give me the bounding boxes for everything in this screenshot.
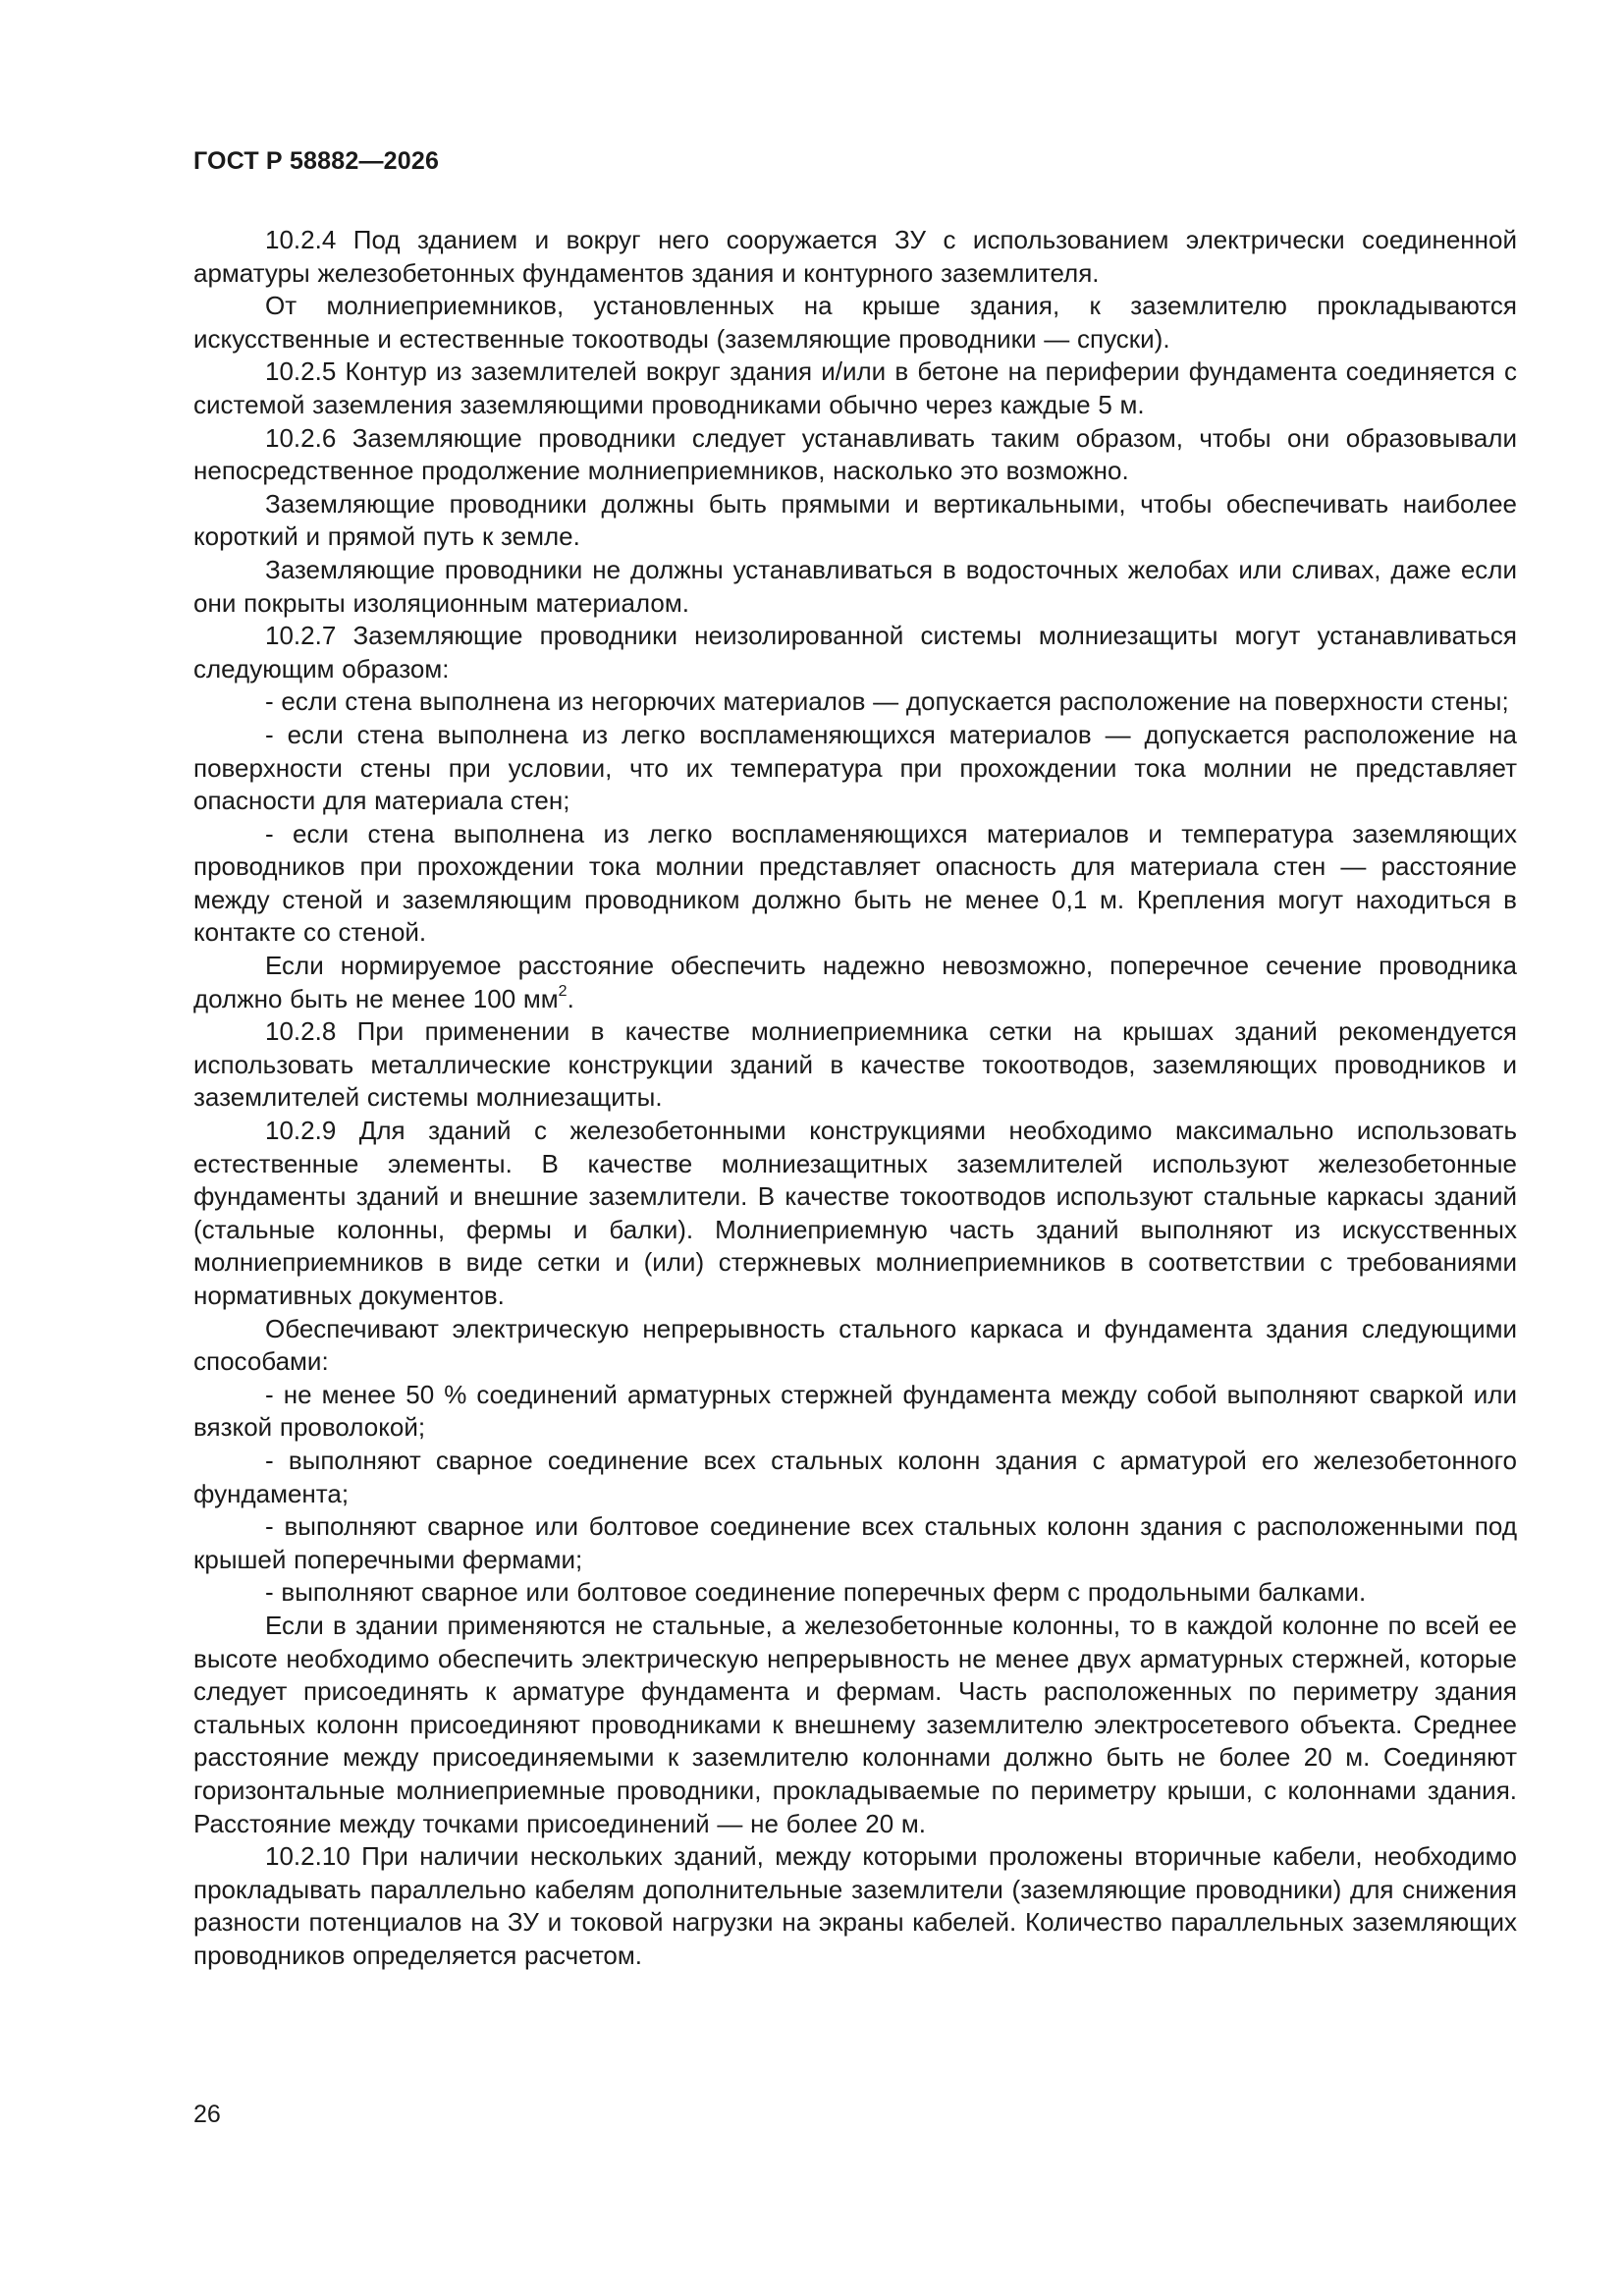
list-item: - если стена выполнена из негорючих материалов — допускается расположение на поверхности стены;	[265, 686, 1509, 717]
page-number: 26	[193, 2101, 221, 2128]
list-item: - если стена выполнена из легко воспламеняющихся материалов — допускается расположение на поверхности стены при условии, что их температура при прохождении тока молнии не представляет опасности для материала стен;	[193, 719, 1517, 816]
paragraph-text: Если нормируемое расстояние обеспечить надежно невозможно, поперечное сечение проводника должно быть не менее 100 мм	[193, 951, 1517, 1013]
list-item: - выполняют сварное или болтовое соединение всех стальных колонн здания с расположенными под крышей поперечными фермами;	[193, 1511, 1517, 1574]
list-item: - выполняют сварное или болтовое соединение поперечных ферм с продольными балками.	[265, 1577, 1367, 1608]
paragraph-tail: .	[567, 983, 574, 1013]
paragraph-10-2-6: 10.2.6 Заземляющие проводники следует устанавливать таким образом, чтобы они образовывали непосредственное продолжение молниеприемников, насколько это возможно.	[193, 422, 1517, 486]
list-item: - не менее 50 % соединений арматурных стержней фундамента между собой выполняют сваркой или вязкой проволокой;	[193, 1379, 1517, 1443]
paragraph-10-2-5: 10.2.5 Контур из заземлителей вокруг здания и/или в бетоне на периферии фундамента соединяется с системой заземления заземляющими проводниками обычно через каждые 5 м.	[193, 356, 1517, 419]
paragraph: Заземляющие проводники должны быть прямыми и вертикальными, чтобы обеспечивать наиболее короткий и прямой путь к земле.	[193, 488, 1517, 552]
paragraph: Заземляющие проводники не должны устанавливаться в водосточных желобах или сливах, даже если они покрыты изоляционным материалом.	[193, 554, 1517, 618]
paragraph-10-2-8: 10.2.8 При применении в качестве молниеприемника сетки на крышах зданий рекомендуется использовать металлические конструкции зданий в качестве токоотводов, заземляющих проводников и заземлителей системы молниезащиты.	[193, 1016, 1517, 1113]
paragraph-10-2-9: 10.2.9 Для зданий с железобетонными конструкциями необходимо максимально использовать естественные элементы. В качестве молниезащитных заземлителей используют железобетонные фундаменты зданий и внешние заземлители. В качестве токоотводов используют стальные каркасы зданий (стальные колонны, фермы и балки). Молниеприемную часть зданий выполняют из искусственных молниеприемников в виде сетки и (или) стержневых молниеприемников в соответствии с требованиями нормативных документов.	[193, 1116, 1517, 1310]
list-item: - выполняют сварное соединение всех стальных колонн здания с арматурой его железобетонного фундамента;	[193, 1445, 1517, 1508]
paragraph-cross-section	[193, 950, 1517, 1015]
paragraph: От молниеприемников, установленных на крыше здания, к заземлителю прокладываются искусственные и естественные токоотводы (заземляющие проводники — спуски).	[193, 291, 1517, 354]
paragraph: Если в здании применяются не стальные, а железобетонные колонны, то в каждой колонне по всей ее высоте необходимо обеспечить электрическую непрерывность не менее двух арматурных стержней, которые следует присоединять к арматуре фундамента и фермам. Часть расположенных по периметру здания стальных колонн присоединяют проводниками к внешнему заземлителю электросетевого объекта. Среднее расстояние между присоединяемыми к заземлителю колоннами должно быть не более 20 м. Соединяют горизонтальные молниеприемные проводники, прокладываемые по периметру крыши, с колоннами здания. Расстояние между точками присоединений — не более 20 м.	[193, 1610, 1517, 1838]
paragraph: Обеспечивают электрическую непрерывность стального каркаса и фундамента здания следующими способами:	[193, 1313, 1517, 1377]
superscript: 2	[558, 983, 568, 1000]
list-item: - если стена выполнена из легко воспламеняющихся материалов и температура заземляющих проводников при прохождении тока молнии представляет опасность для материала стен — расстояние между стеной и заземляющим проводником должно быть не менее 0,1 м. Крепления могут находиться в контакте со стеной.	[193, 818, 1517, 948]
paragraph-10-2-10: 10.2.10 При наличии нескольких зданий, между которыми проложены вторичные кабели, необходимо прокладывать параллельно кабелям дополнительные заземлители (заземляющие проводники) для снижения разности потенциалов на ЗУ и токовой нагрузки на экраны кабелей. Количество параллельных заземляющих проводников определяется расчетом.	[193, 1841, 1517, 1970]
document-header: ГОСТ Р 58882—2026	[193, 147, 440, 175]
paragraph-10-2-4: 10.2.4 Под зданием и вокруг него сооружается ЗУ с использованием электрически соединенной арматуры железобетонных фундаментов здания и контурного заземлителя.	[193, 225, 1517, 288]
document-body	[193, 224, 1517, 1972]
paragraph-10-2-7: 10.2.7 Заземляющие проводники неизолированной системы молниезащиты могут устанавливаться следующим образом:	[193, 621, 1517, 683]
